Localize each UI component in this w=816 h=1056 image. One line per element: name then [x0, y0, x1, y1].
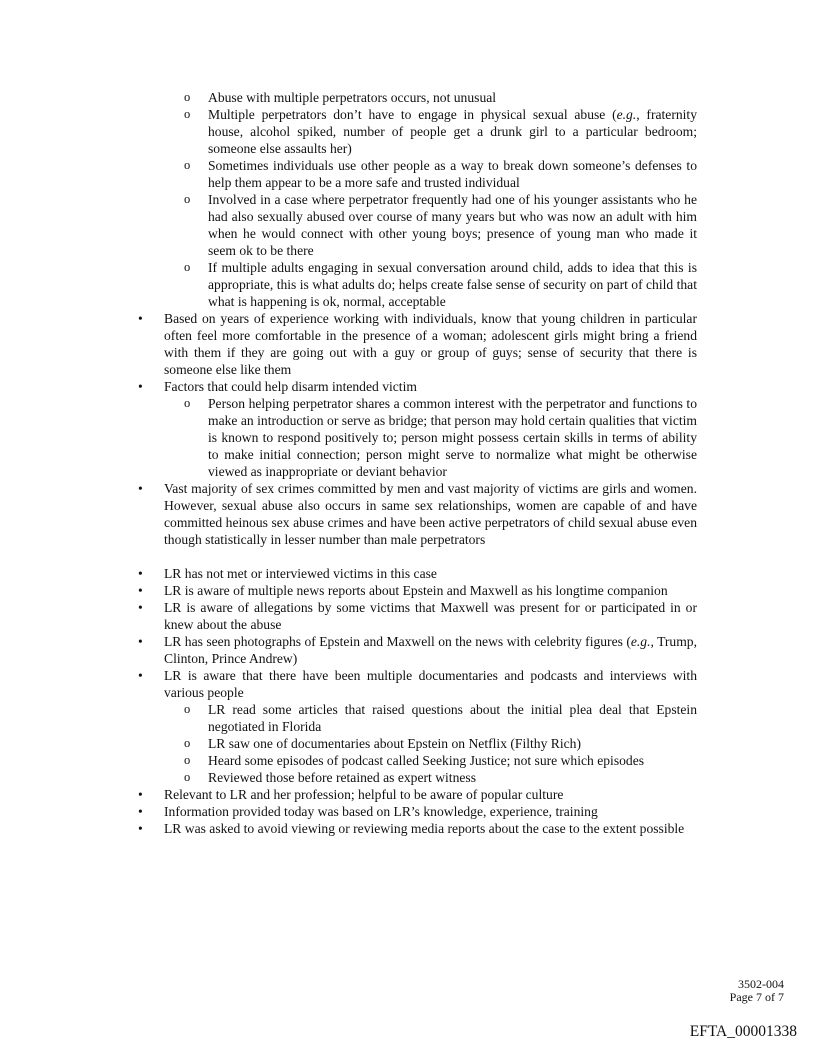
bullet-text: Information provided today was based on LR’s knowledge, experience, training: [164, 804, 598, 819]
bullet-item: [0, 786, 697, 803]
circle-bullet-icon: o: [184, 192, 191, 206]
disc-bullet-icon: •: [138, 566, 143, 581]
document-body: [0, 89, 816, 837]
bullet-item: [0, 820, 697, 837]
bullet-item: [0, 667, 697, 701]
sub-bullet: [0, 157, 697, 191]
bullet-text: LR is aware of multiple news reports about Epstein and Maxwell as his longtime companion: [164, 583, 668, 598]
disc-bullet-icon: •: [138, 311, 143, 326]
sub-bullet-text: Abuse with multiple perpetrators occurs, not unusual: [208, 90, 497, 105]
bullet-item: [0, 599, 697, 633]
sub-bullet: [0, 106, 697, 157]
bullet-text: LR has seen photographs of Epstein and Maxwell on the news with celebrity figures (e.g., Trump, Clinton, Prince Andrew): [164, 634, 697, 666]
disc-bullet-icon: •: [138, 668, 143, 683]
circle-bullet-icon: o: [184, 736, 191, 750]
sub-bullet-text: LR saw one of documentaries about Epstein on Netflix (Filthy Rich): [208, 736, 581, 751]
disc-bullet-icon: •: [138, 600, 143, 615]
bullet-text: Based on years of experience working with individuals, know that young children in particular often feel more comfortable in the presence of a woman; adolescent girls might bring a friend with them if they are going out with a guy or group of guys; sense of security that there is someone else like them: [164, 311, 697, 377]
bullet-item: [0, 582, 697, 599]
sub-bullet-text: LR read some articles that raised questions about the initial plea deal that Epstein negotiated in Florida: [208, 702, 697, 734]
blank-line: [0, 548, 816, 565]
bullet-list: [0, 89, 816, 837]
sub-bullet: [0, 89, 697, 106]
bullet-text: LR has not met or interviewed victims in this case: [164, 566, 437, 581]
sub-bullet: [0, 191, 697, 259]
bullet-text: Vast majority of sex crimes committed by men and vast majority of victims are girls and women. However, sexual abuse also occurs in same sex relationships, women are capable of and have committed heinous sex abuse crimes and have been active perpetrators of child sexual abuse even though statistically in lesser number than male perpetrators: [164, 481, 697, 547]
sub-bullet-text: Multiple perpetrators don’t have to engage in physical sexual abuse (e.g., fraternity house, alcohol spiked, number of people get a drunk girl to a particular bedroom; someone else assaults her): [208, 107, 697, 156]
circle-bullet-icon: o: [184, 396, 191, 410]
bullet-text: LR is aware of allegations by some victims that Maxwell was present for or participated in or knew about the abuse: [164, 600, 697, 632]
bullet-text: Factors that could help disarm intended victim: [164, 379, 417, 394]
sub-bullet-text: Reviewed those before retained as expert witness: [208, 770, 476, 785]
sub-bullet: [0, 735, 697, 752]
circle-bullet-icon: o: [184, 260, 191, 274]
sub-bullet-text: Sometimes individuals use other people as a way to break down someone’s defenses to help them appear to be a more safe and trusted individual: [208, 158, 697, 190]
sub-bullet-text: Involved in a case where perpetrator frequently had one of his younger assistants who he had also sexually abused over course of many years but who was now an adult with him when he would connect with other young boys; presence of young man who made it seem ok to be there: [208, 192, 697, 258]
disc-bullet-icon: •: [138, 481, 143, 496]
sub-bullet: [0, 752, 697, 769]
bullet-item: [0, 378, 697, 395]
document-id: 3502-004: [738, 977, 784, 991]
bullet-text: LR is aware that there have been multiple documentaries and podcasts and interviews with various people: [164, 668, 697, 700]
bullet-item: [0, 803, 697, 820]
circle-bullet-icon: o: [184, 90, 191, 104]
bullet-text: LR was asked to avoid viewing or reviewing media reports about the case to the extent possible: [164, 821, 685, 836]
bullet-item: [0, 633, 697, 667]
circle-bullet-icon: o: [184, 158, 191, 172]
bullet-item: [0, 480, 697, 548]
circle-bullet-icon: o: [184, 107, 191, 121]
circle-bullet-icon: o: [184, 770, 191, 784]
circle-bullet-icon: o: [184, 753, 191, 767]
bullet-item: [0, 310, 697, 378]
sub-bullet: [0, 769, 697, 786]
disc-bullet-icon: •: [138, 821, 143, 836]
sub-bullet-text: If multiple adults engaging in sexual conversation around child, adds to idea that this is appropriate, this is what adults do; helps create false sense of security on part of child that what is happening is ok, normal, acceptable: [208, 260, 697, 309]
circle-bullet-icon: o: [184, 702, 191, 716]
sub-bullet: [0, 701, 697, 735]
disc-bullet-icon: •: [138, 804, 143, 819]
sub-bullet-text: Heard some episodes of podcast called Seeking Justice; not sure which episodes: [208, 753, 645, 768]
disc-bullet-icon: •: [138, 583, 143, 598]
page-footer: [730, 978, 784, 1004]
sub-bullet: [0, 395, 697, 480]
bullet-item: [0, 565, 697, 582]
disc-bullet-icon: •: [138, 787, 143, 802]
bates-number: EFTA_00001338: [689, 1023, 797, 1040]
disc-bullet-icon: •: [138, 634, 143, 649]
sub-bullet: [0, 259, 697, 310]
disc-bullet-icon: •: [138, 379, 143, 394]
page-number: Page 7 of 7: [729, 990, 784, 1004]
bullet-text: Relevant to LR and her profession; helpful to be aware of popular culture: [164, 787, 564, 802]
sub-bullet-text: Person helping perpetrator shares a common interest with the perpetrator and functions to make an introduction or serve as bridge; that person may hold certain qualities that victim is known to respond positively to; person might possess certain skills in terms of ability to make initial connection; person might serve to normalize what might be otherwise viewed as inappropriate or deviant behavior: [208, 396, 697, 479]
